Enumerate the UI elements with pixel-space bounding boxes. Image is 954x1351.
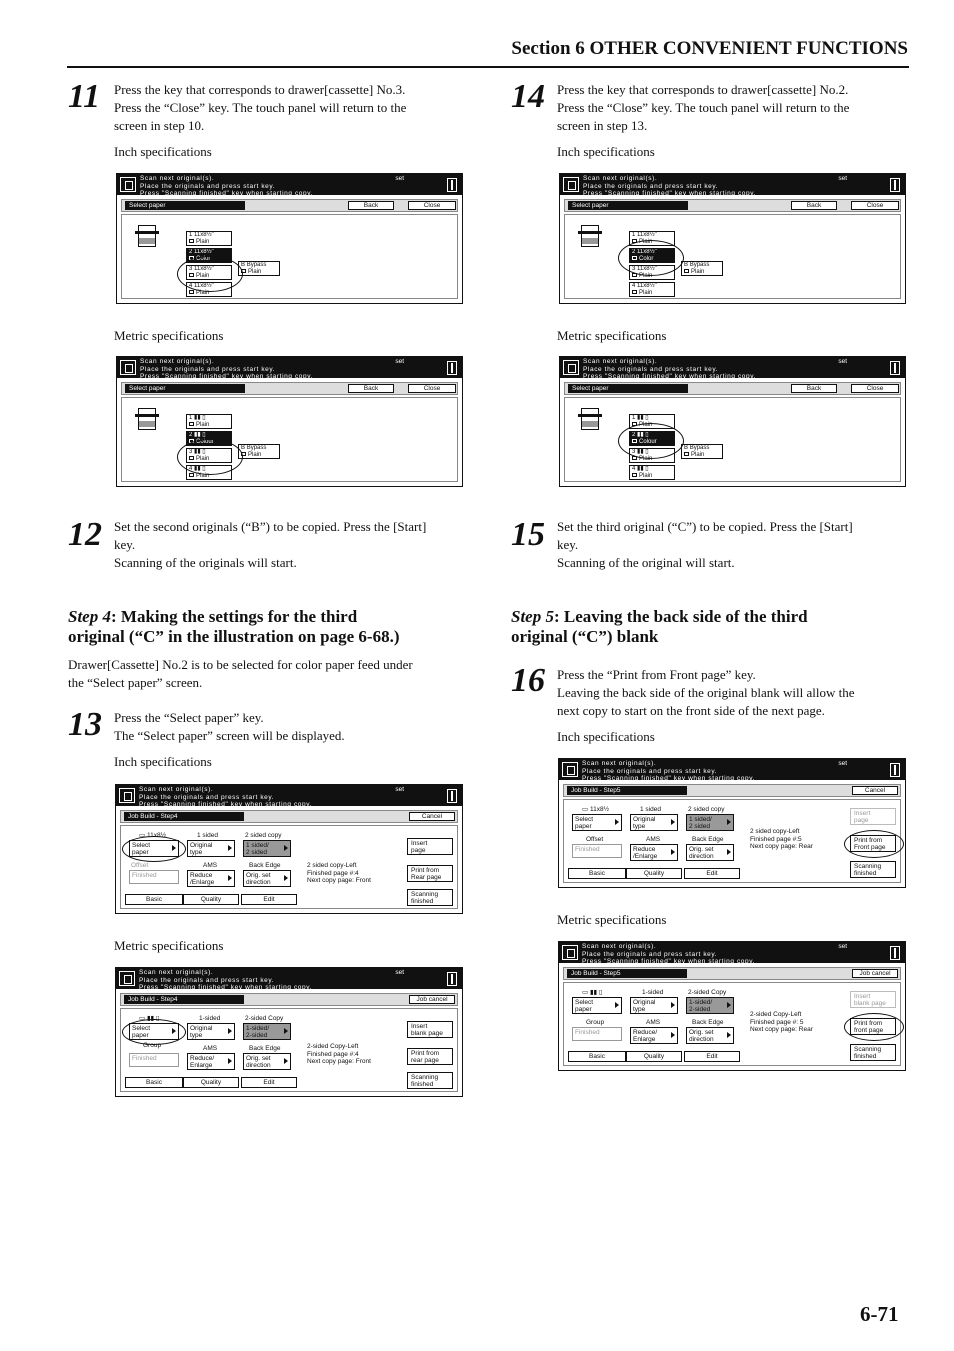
ams-label: AMS (203, 862, 218, 869)
select-paper-title: Select paper (568, 201, 688, 210)
message-bar (117, 174, 462, 195)
step-number-11: 11 (68, 78, 101, 115)
job-build-screen (558, 758, 906, 888)
select-paper-bar (564, 199, 901, 212)
select-paper-screen (559, 356, 906, 487)
job-build-bar (120, 993, 458, 1006)
drawer-3-button[interactable]: 3 11x8½" Plain (629, 265, 675, 280)
job-build-bar (120, 810, 458, 823)
scanning-finished-button[interactable]: Scanning finished (850, 1044, 896, 1061)
ams-label: AMS (646, 836, 661, 843)
original-type-button[interactable]: Original type (630, 997, 678, 1014)
close-button[interactable]: Close (408, 384, 456, 393)
tab-basic[interactable]: Basic (568, 1051, 626, 1062)
copier-icon (581, 225, 599, 247)
step-13-line: The “Select paper” screen will be displayed. (114, 728, 345, 743)
finished-button[interactable]: Finished (572, 844, 622, 858)
ams-label: AMS (203, 1045, 218, 1052)
job-build-area (120, 1008, 458, 1092)
set-label: set (838, 943, 847, 950)
copy-mode-label: 2-sided Copy (245, 1015, 284, 1022)
tab-edit[interactable]: Edit (241, 1077, 297, 1088)
scan-message: Scan next original(s). Place the originals and press start key. Press "Scanning finished" key when starting copy. (582, 760, 755, 782)
offset-label: Offset (586, 836, 604, 843)
highlight-circle (122, 836, 186, 862)
step5-title: : Leaving the back side of the third (553, 607, 808, 626)
paper-select-area (121, 397, 458, 482)
tab-quality[interactable]: Quality (183, 894, 239, 905)
select-paper-button[interactable]: Select paper (572, 814, 622, 831)
original-type-button[interactable]: Original type (187, 1023, 235, 1040)
select-paper-screen (116, 356, 463, 487)
cancel-button[interactable]: Cancel (409, 812, 455, 821)
scanner-icon (119, 788, 135, 803)
drawer-1-button[interactable]: 1 ▮▮ ▯ Plain (186, 414, 232, 429)
drawer-1-button[interactable]: 1 ▮▮ ▯ Plain (629, 414, 675, 429)
back-edge-label: Back Edge (249, 862, 281, 869)
finished-button[interactable]: Finished (129, 1053, 179, 1067)
paper-icon (189, 290, 194, 294)
copy-count-icon (890, 763, 900, 777)
set-label: set (395, 786, 404, 793)
bypass-button[interactable]: B Bypass Plain (681, 444, 723, 459)
step-15-line: key. (557, 537, 579, 552)
two-sided-button[interactable]: 1 sided/ 2 sided (243, 840, 291, 857)
highlight-circle (844, 830, 904, 858)
step-14-line: Press the key that corresponds to drawer[cassette] No.2. (557, 82, 849, 97)
inch-spec-label: Inch specifications (557, 144, 655, 159)
two-sided-button[interactable]: 1 sided/ 2 sided (686, 814, 734, 831)
step-number-15: 15 (511, 516, 545, 553)
cancel-button[interactable]: Cancel (852, 786, 898, 795)
original-sided-label: 1-sided (642, 989, 664, 996)
tab-basic[interactable]: Basic (568, 868, 626, 879)
step-12-line: Set the second originals (“B”) to be copied. Press the [Start] (114, 519, 427, 534)
message-bar (560, 357, 905, 378)
print-from-rear-button[interactable]: Print from rear page (407, 1048, 453, 1065)
two-sided-button[interactable]: 1-sided/ 2-sided (686, 997, 734, 1014)
scanner-icon (563, 360, 579, 375)
job-build-area (120, 825, 458, 909)
orig-direction-button[interactable]: Orig. set direction (243, 1053, 291, 1070)
job-build-screen (558, 941, 906, 1071)
original-type-button[interactable]: Original type (187, 840, 235, 857)
job-build-title: Job Build - Step5 (567, 786, 687, 795)
reduce-enlarge-button[interactable]: Reduce /Enlarge (630, 844, 678, 861)
scanning-finished-button[interactable]: Scanning finished (407, 889, 453, 906)
copy-count-icon (447, 178, 457, 192)
paper-size-icons: ▭ ▮▮ ▯ (139, 1015, 160, 1022)
job-build-bar (563, 784, 901, 797)
step4-label: Step 4 (68, 607, 111, 626)
step-16-line: next copy to start on the front side of the next page. (557, 703, 825, 718)
step-11-line: Press the key that corresponds to drawer[cassette] No.3. (114, 82, 406, 97)
scanner-icon (120, 360, 136, 375)
back-edge-label: Back Edge (692, 836, 724, 843)
step-11-line: Press the “Close” key. The touch panel will return to the (114, 100, 407, 115)
highlight-circle (618, 240, 684, 276)
drawer-1-button[interactable]: 1 11x8½" Plain (186, 231, 232, 246)
copy-count-icon (890, 946, 900, 960)
highlight-circle (177, 439, 243, 475)
job-build-title: Job Build - Step5 (567, 969, 687, 978)
scanner-icon (562, 762, 578, 777)
step-11-line: screen in step 10. (114, 118, 205, 133)
bypass-button[interactable]: B Bypass Plain (238, 444, 280, 459)
drawer-2-button[interactable]: 2 11x8½" Color (629, 248, 675, 263)
header-rule (67, 66, 909, 68)
highlight-circle (618, 423, 684, 459)
paper-select-area (564, 397, 901, 482)
close-button[interactable]: Close (851, 384, 899, 393)
job-build-title: Job Build - Step4 (124, 812, 244, 821)
step-13-line: Press the “Select paper” key. (114, 710, 264, 725)
step4-heading (68, 607, 468, 647)
scan-message: Scan next original(s). Place the originals and press start key. Press "Scanning finished" key when starting copy. (582, 943, 755, 965)
select-paper-screen (559, 173, 906, 304)
metric-spec-label: Metric specifications (114, 938, 224, 953)
scan-message: Scan next original(s). Place the originals and press start key. Press "Scanning finished" key when starting copy. (139, 969, 312, 991)
print-from-front-button[interactable]: Print from Front page (850, 835, 896, 852)
message-bar (559, 942, 905, 963)
step-16-line: Press the “Print from Front page” key. (557, 667, 756, 682)
drawer-3-button[interactable]: 3 ▮▮ ▯ Plain (186, 448, 232, 463)
tab-edit[interactable]: Edit (241, 894, 297, 905)
select-paper-title: Select paper (125, 201, 245, 210)
reduce-enlarge-button[interactable]: Reduce /Enlarge (187, 870, 235, 887)
job-build-title: Job Build - Step4 (124, 995, 244, 1004)
message-bar (117, 357, 462, 378)
step4-title-line2: original (“C” in the illustration on page 6-68.) (68, 627, 400, 646)
copy-mode-label: 2-sided Copy (688, 989, 727, 996)
paper-icon (189, 239, 194, 243)
step-15-line: Scanning of the original will start. (557, 555, 735, 570)
insert-page-button[interactable]: Insert page (407, 838, 453, 855)
copier-icon (138, 408, 156, 430)
select-paper-bar (564, 382, 901, 395)
copy-info: 2 sided copy-Left Finished page #:5 Next copy page: Rear (750, 828, 813, 850)
scanner-icon (119, 971, 135, 986)
step4-description: Drawer[Cassette] No.2 is to be selected for color paper feed under the “Select paper” screen. (68, 657, 413, 690)
step-12-line: Scanning of the originals will start. (114, 555, 297, 570)
scan-message: Scan next original(s). Place the originals and press start key. Press "Scanning finished" key when starting copy. (583, 175, 756, 197)
back-edge-label: Back Edge (249, 1045, 281, 1052)
inch-spec-label: Inch specifications (557, 729, 655, 744)
step4-title: : Making the settings for the third (110, 607, 358, 626)
back-button[interactable]: Back (348, 384, 394, 393)
step-13-text (114, 709, 464, 745)
step-12-text (114, 518, 474, 572)
insert-page-button[interactable]: Insert page (850, 808, 896, 825)
tab-edit[interactable]: Edit (684, 1051, 740, 1062)
close-button[interactable]: Close (408, 201, 456, 210)
copier-icon (138, 225, 156, 247)
tab-quality[interactable]: Quality (626, 868, 682, 879)
set-label: set (838, 358, 847, 365)
paper-icon (189, 422, 194, 426)
tab-basic[interactable]: Basic (125, 894, 183, 905)
back-button[interactable]: Back (348, 201, 394, 210)
tab-edit[interactable]: Edit (684, 868, 740, 879)
print-from-front-button[interactable]: Print from front page (850, 1018, 896, 1035)
back-edge-label: Back Edge (692, 1019, 724, 1026)
paper-size-icons: ▭ ▮▮ ▯ (582, 989, 603, 996)
step-14-text (557, 81, 907, 135)
close-button[interactable]: Close (851, 201, 899, 210)
copy-mode-label: 2 sided copy (245, 832, 282, 839)
select-paper-button[interactable]: Select paper (572, 997, 622, 1014)
copy-count-icon (447, 972, 457, 986)
step-12-line: key. (114, 537, 136, 552)
orig-direction-button[interactable]: Orig. set direction (686, 844, 734, 861)
paper-size-label: ▭ 11x8½ (582, 806, 609, 813)
paper-icon (632, 290, 637, 294)
set-label: set (838, 175, 847, 182)
metric-spec-label: Metric specifications (557, 912, 667, 927)
scanner-icon (120, 177, 136, 192)
scan-message: Scan next original(s). Place the originals and press start key. Press "Scanning finished" key when starting copy. (140, 175, 313, 197)
copy-count-icon (890, 361, 900, 375)
job-build-area (563, 982, 901, 1066)
original-sided-label: 1-sided (199, 1015, 221, 1022)
step-number-12: 12 (68, 516, 102, 553)
select-paper-button[interactable]: Select paper (129, 840, 179, 857)
insert-blank-page-button[interactable]: Insert blank page (407, 1021, 453, 1038)
back-button[interactable]: Back (791, 384, 837, 393)
reduce-enlarge-button[interactable]: Reduce/ Enlarge (630, 1027, 678, 1044)
drawer-2-button[interactable]: 2 11x8½" Color (186, 248, 232, 263)
paper-select-area (564, 214, 901, 299)
job-build-screen (115, 784, 463, 914)
offset-label: Offset (131, 862, 149, 869)
scan-message: Scan next original(s). Place the originals and press start key. Press "Scanning finished" key when starting copy. (139, 786, 312, 808)
step-16-line: Leaving the back side of the original blank will allow the (557, 685, 855, 700)
step-14-line: Press the “Close” key. The touch panel will return to the (557, 100, 850, 115)
set-label: set (395, 175, 404, 182)
drawer-4-button[interactable]: 4 11x8½" Plain (186, 282, 232, 297)
message-bar (116, 968, 462, 989)
back-button[interactable]: Back (791, 201, 837, 210)
select-paper-screen (116, 173, 463, 304)
paper-size-label: ▭ 11x8½ (139, 832, 166, 839)
scanning-finished-button[interactable]: Scanning finished (850, 861, 896, 878)
copy-info: 2 sided copy-Left Finished page #:4 Next copy page: Front (307, 862, 371, 884)
scanner-icon (563, 177, 579, 192)
step-16-text (557, 666, 907, 720)
insert-blank-page-button[interactable]: Insert blank page (850, 991, 896, 1008)
two-sided-button[interactable]: 1-sided/ 2-sided (243, 1023, 291, 1040)
paper-select-area (121, 214, 458, 299)
copy-count-icon (447, 361, 457, 375)
copy-info: 2-sided Copy-Left Finished page #: 5 Next copy page: Rear (750, 1011, 813, 1033)
original-sided-label: 1 sided (640, 806, 661, 813)
copy-count-icon (890, 178, 900, 192)
job-cancel-button[interactable]: Job cancel (852, 969, 898, 978)
scan-message: Scan next original(s). Place the originals and press start key. Press "Scanning finished" key when starting copy. (140, 358, 313, 380)
original-type-button[interactable]: Original type (630, 814, 678, 831)
highlight-circle (122, 1019, 186, 1045)
select-paper-bar (121, 382, 458, 395)
step-number-16: 16 (511, 662, 545, 699)
drawer-4-button[interactable]: 4 11x8½" Plain (629, 282, 675, 297)
set-label: set (395, 969, 404, 976)
step-11-text (114, 81, 464, 135)
tab-quality[interactable]: Quality (626, 1051, 682, 1062)
tab-quality[interactable]: Quality (183, 1077, 239, 1088)
group-label: Group (143, 1042, 162, 1049)
scan-message: Scan next original(s). Place the originals and press start key. Press "Scanning finished" key when starting copy. (583, 358, 756, 380)
message-bar (560, 174, 905, 195)
step-number-14: 14 (511, 78, 545, 115)
job-build-screen (115, 967, 463, 1097)
reduce-enlarge-button[interactable]: Reduce/ Enlarge (187, 1053, 235, 1070)
set-label: set (838, 760, 847, 767)
select-paper-bar (121, 199, 458, 212)
bypass-button[interactable]: B Bypass Plain (238, 261, 280, 276)
paper-icon (684, 452, 689, 456)
highlight-circle (177, 256, 243, 292)
step-15-text (557, 518, 917, 572)
select-paper-button[interactable]: Select paper (129, 1023, 179, 1040)
job-build-bar (563, 967, 901, 980)
copy-info: 2-sided Copy-Left Finished page #:4 Next copy page: Front (307, 1043, 371, 1065)
job-build-area (563, 799, 901, 883)
scanning-finished-button[interactable]: Scanning finished (407, 1072, 453, 1089)
print-from-rear-button[interactable]: Print from Rear page (407, 865, 453, 882)
tab-basic[interactable]: Basic (125, 1077, 183, 1088)
finished-button[interactable]: Finished (572, 1027, 622, 1041)
drawer-4-button[interactable]: 4 ▮▮ ▯ Plain (629, 465, 675, 480)
paper-icon (684, 269, 689, 273)
step-14-line: screen in step 13. (557, 118, 648, 133)
section-header: Section 6 OTHER CONVENIENT FUNCTIONS (511, 38, 908, 59)
drawer-3-button[interactable]: 3 11x8½" Plain (186, 265, 232, 280)
highlight-circle (844, 1013, 904, 1041)
ams-label: AMS (646, 1019, 661, 1026)
message-bar (559, 759, 905, 780)
copy-mode-label: 2 sided copy (688, 806, 725, 813)
job-cancel-button[interactable]: Job cancel (409, 995, 455, 1004)
scanner-icon (562, 945, 578, 960)
page-number: 6-71 (860, 1302, 899, 1326)
finished-button[interactable]: Finished (129, 870, 179, 884)
bypass-button[interactable]: B Bypass Plain (681, 261, 723, 276)
orig-direction-button[interactable]: Orig. set direction (243, 870, 291, 887)
step-number-13: 13 (68, 706, 102, 743)
group-label: Group (586, 1019, 605, 1026)
drawer-2-button[interactable]: 2 ▮▮ ▯ Colour (629, 431, 675, 446)
paper-icon (189, 473, 194, 477)
drawer-4-button[interactable]: 4 ▮▮ ▯ Plain (186, 465, 232, 480)
set-label: set (395, 358, 404, 365)
message-bar (116, 785, 462, 806)
orig-direction-button[interactable]: Orig. set direction (686, 1027, 734, 1044)
inch-spec-label: Inch specifications (114, 754, 212, 769)
metric-spec-label: Metric specifications (114, 328, 224, 343)
metric-spec-label: Metric specifications (557, 328, 667, 343)
drawer-3-button[interactable]: 3 ▮▮ ▯ Plain (629, 448, 675, 463)
paper-icon (632, 473, 637, 477)
step5-title-line2: original (“C”) blank (511, 627, 659, 646)
copy-count-icon (447, 789, 457, 803)
original-sided-label: 1 sided (197, 832, 218, 839)
copier-icon (581, 408, 599, 430)
step-15-line: Set the third original (“C”) to be copied. Press the [Start] (557, 519, 853, 534)
select-paper-title: Select paper (125, 384, 245, 393)
drawer-2-button[interactable]: 2 ▮▮ ▯ Colour (186, 431, 232, 446)
step5-heading (511, 607, 911, 647)
step5-label: Step 5 (511, 607, 554, 626)
drawer-1-button[interactable]: 1 11x8½" Plain (629, 231, 675, 246)
select-paper-title: Select paper (568, 384, 688, 393)
inch-spec-label: Inch specifications (114, 144, 212, 159)
